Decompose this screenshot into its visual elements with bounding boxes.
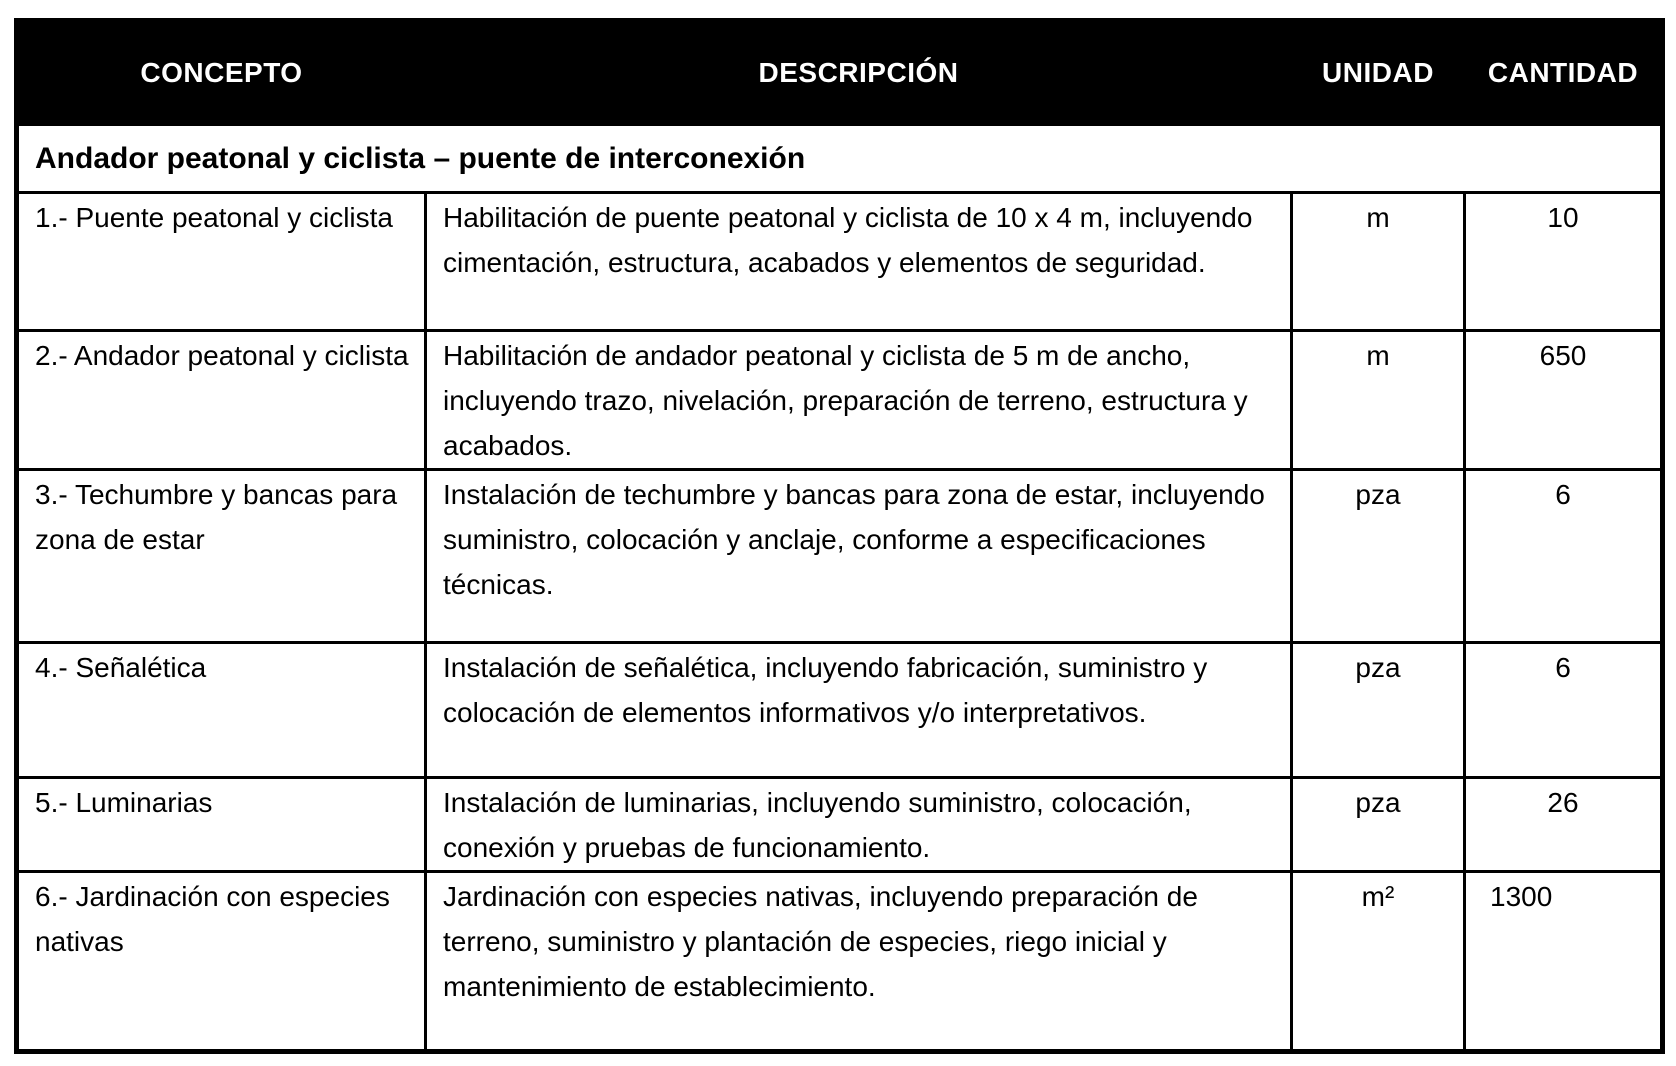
- unit-cell: pza: [1292, 643, 1465, 778]
- header-concepto: CONCEPTO: [17, 21, 426, 125]
- quantity-cell: 6: [1465, 470, 1663, 643]
- table-row: [17, 193, 1663, 331]
- table-row: [17, 643, 1663, 778]
- unit-cell: pza: [1292, 470, 1465, 643]
- description-cell: Jardinación con especies nativas, incluyendo preparación de terreno, suministro y plantación de especies, riego inicial y mantenimiento de establecimiento.: [426, 872, 1292, 1052]
- concept-cell: 6.- Jardinación con especies nativas: [17, 872, 426, 1052]
- description-cell: Instalación de luminarias, incluyendo suministro, colocación, conexión y pruebas de funcionamiento.: [426, 778, 1292, 872]
- concept-cell: 4.- Señalética: [17, 643, 426, 778]
- table-row: [17, 872, 1663, 1052]
- quantity-cell: 26: [1465, 778, 1663, 872]
- quantity-cell: 10: [1465, 193, 1663, 331]
- description-cell: Habilitación de puente peatonal y ciclista de 10 x 4 m, incluyendo cimentación, estructura, acabados y elementos de seguridad.: [426, 193, 1292, 331]
- header-unidad: UNIDAD: [1292, 21, 1465, 125]
- description-cell: Instalación de techumbre y bancas para zona de estar, incluyendo suministro, colocación y anclaje, conforme a especificaciones técnicas.: [426, 470, 1292, 643]
- description-cell: Habilitación de andador peatonal y ciclista de 5 m de ancho, incluyendo trazo, nivelación, preparación de terreno, estructura y acabados.: [426, 331, 1292, 470]
- header-descripcion: DESCRIPCIÓN: [426, 21, 1292, 125]
- concept-cell: 5.- Luminarias: [17, 778, 426, 872]
- header-cantidad: CANTIDAD: [1465, 21, 1663, 125]
- work-items-table: [14, 18, 1665, 1054]
- unit-cell: m: [1292, 193, 1465, 331]
- unit-cell: m²: [1292, 872, 1465, 1052]
- section-title-row: [17, 125, 1663, 193]
- table-row: [17, 331, 1663, 470]
- unit-cell: pza: [1292, 778, 1465, 872]
- table-row: [17, 778, 1663, 872]
- description-cell: Instalación de señalética, incluyendo fabricación, suministro y colocación de elementos informativos y/o interpretativos.: [426, 643, 1292, 778]
- concept-cell: 1.- Puente peatonal y ciclista: [17, 193, 426, 331]
- quantity-cell: 6: [1465, 643, 1663, 778]
- section-title: Andador peatonal y ciclista – puente de interconexión: [17, 125, 1663, 193]
- table-header-row: [17, 21, 1663, 125]
- unit-cell: m: [1292, 331, 1465, 470]
- table-row: [17, 470, 1663, 643]
- quantity-cell: 650: [1465, 331, 1663, 470]
- quantity-cell: 1300: [1465, 872, 1663, 1052]
- concept-cell: 3.- Techumbre y bancas para zona de estar: [17, 470, 426, 643]
- concept-cell: 2.- Andador peatonal y ciclista: [17, 331, 426, 470]
